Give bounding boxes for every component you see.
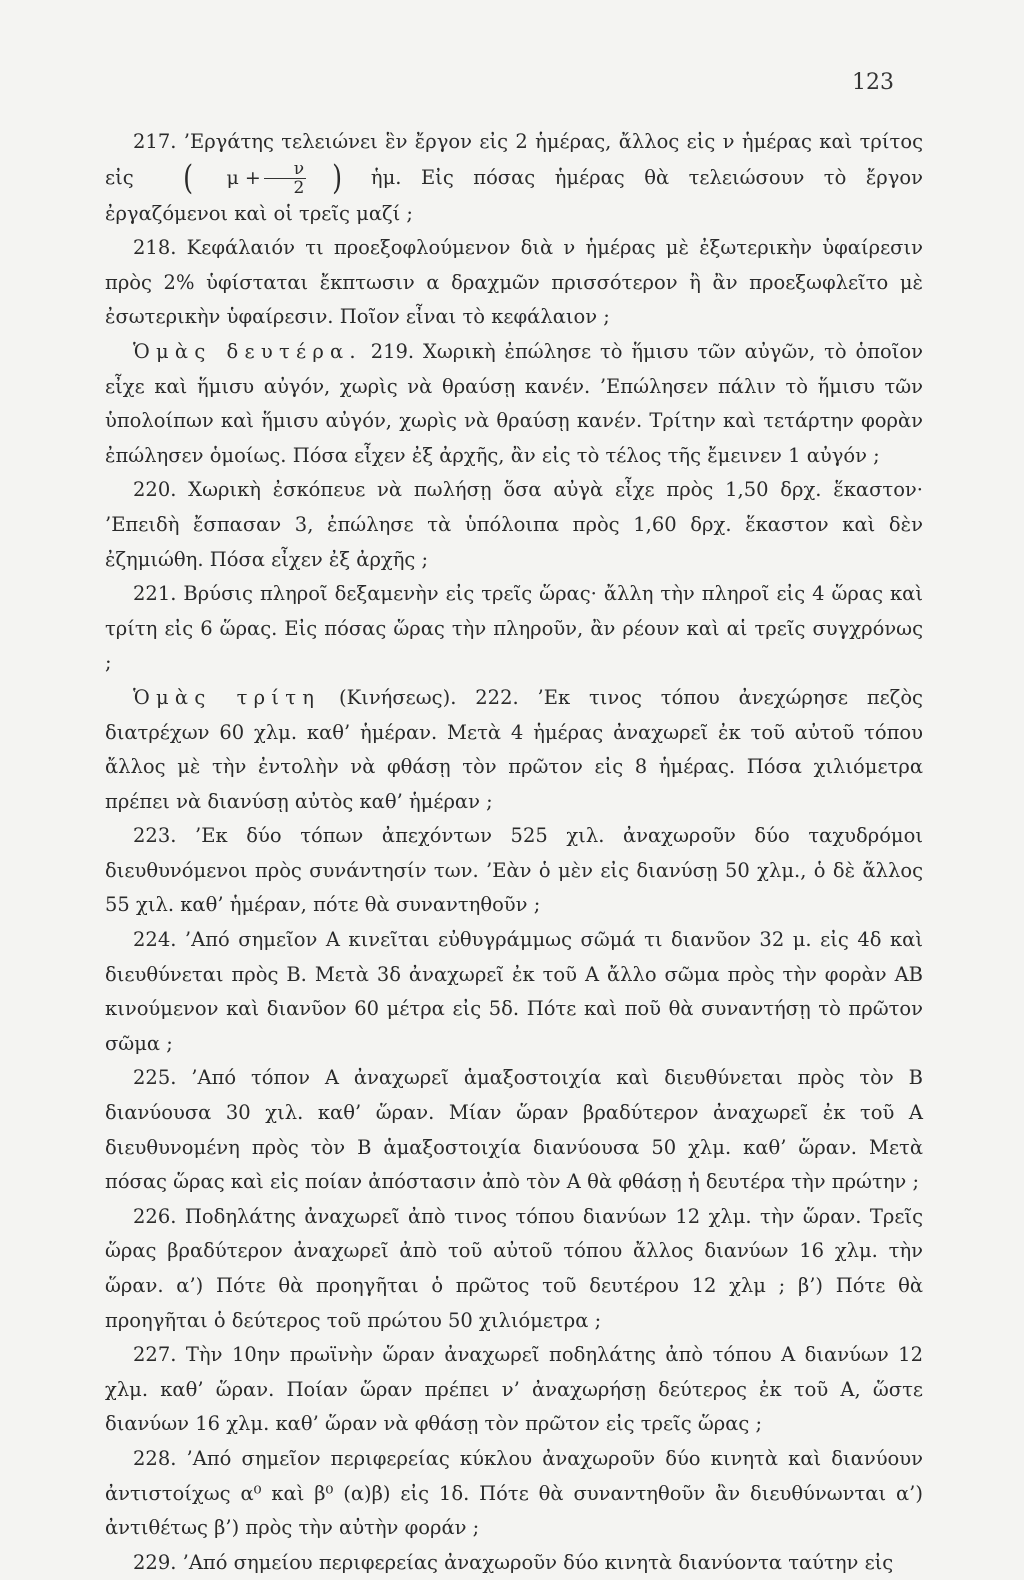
fraction-formula: ( μ + $\frac{\nu}{2}$ ) <box>183 158 343 199</box>
formula-denominator: 2 <box>293 177 305 198</box>
problem-219 <box>105 335 923 473</box>
problem-224 <box>105 923 923 1061</box>
problem-218 <box>105 231 923 335</box>
problem-text-continued: ἡμ. Εἰς πόσας ἡμέρας θὰ τελειώσουν τὸ ἔργον ἐργαζόμενοι καὶ οἱ τρεῖς μαζί ; <box>105 165 924 225</box>
problem-226 <box>105 1200 923 1338</box>
problem-text: 218. Κεφάλαιόν τι προεξοφλούμενον διὰ ν ἡμέρας μὲ ἐξωτερικὴν ὑφαίρεσιν πρὸς 2% ὑφίσταται ἔκπτωσιν α δραχμῶν πρισσότερον ἢ ἂν προεξωφλεῖτο μὲ ἐσωτερικὴν ὑφαίρεσιν. Ποῖον εἶναι τὸ κεφάλαιον ; <box>105 236 923 329</box>
formula-prefix: εἰς <box>105 165 134 189</box>
problem-221 <box>105 577 923 681</box>
problem-text: 226. Ποδηλάτης ἀναχωρεῖ ἀπὸ τινος τόπου διανύων 12 χλμ. τὴν ὥραν. Τρεῖς ὥρας βραδύτερον ἀναχωρεῖ ἀπὸ τοῦ αὐτοῦ τόπου ἄλλος διανύων 16 χλμ. τὴν ὥραν. α’) Πότε θὰ προηγῆται ὁ πρῶτος τοῦ δευτέρου 12 χλμ ; β’) Πότε θὰ προηγῆται ὁ δεύτερος τοῦ πρώτου 50 χιλιόμετρα ; <box>105 1204 923 1332</box>
problem-text: 225. ’Από τόπον Α ἀναχωρεῖ ἁμαξοστοιχία καὶ διευθύνεται πρὸς τὸν Β διανύουσα 30 χιλ. καθ’ ὥραν. Μίαν ὥραν βραδύτερον ἀναχωρεῖ ἐκ τοῦ Α διευθυνομένη πρὸς τὸν Β ἁμαξοστοιχία διανύουσα 50 χλμ. καθ’ ὥραν. Μετὰ πόσας ὥρας καὶ εἰς ποίαν ἀπόστασιν ἀπὸ τὸν Α θὰ φθάσῃ ἡ δευτέρα τὴν πρώτην ; <box>105 1066 923 1194</box>
problem-220 <box>105 473 923 577</box>
problem-222 <box>105 681 923 819</box>
page-number: 123 <box>852 70 894 95</box>
problem-227 <box>105 1338 923 1442</box>
problem-229 <box>105 1546 923 1580</box>
formula-numerator: ν <box>264 160 306 179</box>
problem-text: 227. Τὴν 10ην πρωϊνὴν ὥραν ἀναχωρεῖ ποδηλάτης ἀπὸ τόπου Α διανύων 12 χλμ. καθ’ ὥραν. Ποίαν ὥραν πρέπει ν’ ἀναχωρήσῃ δεύτερος ἐκ τοῦ Α, ὥστε διανύων 16 χλμ. καθ’ ὥραν νὰ φθάσῃ τὸν πρῶτον εἰς τρεῖς ὥρας ; <box>105 1343 923 1436</box>
problem-text: 228. ’Από σημεῖον περιφερείας κύκλου ἀναχωροῦν δύο κινητὰ καὶ διανύουν ἀντιστοίχως α⁰ καὶ β⁰ (α)β) εἰς 1δ. Πότε θὰ συναντηθοῦν ἂν διευθύνωνται α’) ἀντιθέτως β’) πρὸς τὴν αὐτὴν φοράν ; <box>105 1446 923 1540</box>
problem-text: 219. Χωρικὴ ἐπώλησε τὸ ἥμισυ τῶν αὐγῶν, τὸ ὁποῖον εἶχε καὶ ἥμισυ αὐγόν, χωρὶς νὰ θραύσῃ κανέν. ’Επώλησεν πάλιν τὸ ἥμισυ τῶν ὑπολοίπων καὶ ἥμισυ αὐγόν, χωρὶς νὰ θραύσῃ κανέν. Τρίτην καὶ τετάρτην φορὰν ἐπώλησεν ὁμοίως. Πόσα εἶχεν ἐξ ἀρχῆς, ἂν εἰς τὸ τέλος τῆς ἔμεινεν 1 αὐγόν ; <box>105 339 923 467</box>
problem-225 <box>105 1061 923 1199</box>
formula-main: μ + <box>226 166 261 189</box>
problem-text: (Κινήσεως). 222. ’Εκ τινος τόπου ἀνεχώρησε πεζὸς διατρέχων 60 χλμ. καθ’ ἡμέραν. Μετὰ 4 ἡμέρας ἀναχωρεῖ ἐκ τοῦ αὐτοῦ τόπου ἄλλος μὲ τὴν ἐντολὴν νὰ φθάσῃ τὸν πρῶτον εἰς 8 ἡμέρας. Πόσα χιλιόμετρα πρέπει νὰ διανύσῃ αὐτὸς καθ’ ἡμέραν ; <box>105 685 923 813</box>
problem-223 <box>105 819 923 923</box>
problem-text: 223. ’Εκ δύο τόπων ἀπεχόντων 525 χιλ. ἀναχωροῦν δύο ταχυδρόμοι διευθυνόμενοι πρὸς συνάντησίν των. ’Εὰν ὁ μὲν εἰς διανύσῃ 50 χλμ., ὁ δὲ ἄλλος 55 χιλ. καθ’ ἡμέραν, πότε θὰ συναντηθοῦν ; <box>105 824 923 917</box>
problem-text: 221. Βρύσις πληροῖ δεξαμενὴν εἰς τρεῖς ὥρας· ἄλλη τὴν πληροῖ εἰς 4 ὥρας καὶ τρίτη εἰς 6 ὥρας. Εἰς πόσας ὥρας τὴν πληροῦν, ἂν ρέουν καὶ αἱ τρεῖς συγχρόνως ; <box>105 582 923 675</box>
problem-228 <box>105 1442 923 1546</box>
problem-text: 229. ’Από σημείου περιφερείας ἀναχωροῦν δύο κινητὰ διανύοντα ταύτην εἰς <box>133 1550 894 1574</box>
problem-text: 224. ’Από σημεῖον Α κινεῖται εὐθυγράμμως σῶμά τι διανῦον 32 μ. εἰς 4δ καὶ διευθύνεται πρὸς Β. Μετὰ 3δ ἀναχωρεῖ ἐκ τοῦ Α ἄλλο σῶμα πρὸς τὴν φορὰν ΑΒ κινούμενον καὶ διανῦον 60 μέτρα εἰς 5δ. Πότε καὶ ποῦ θὰ συναντήσῃ τὸ πρῶτον σῶμα ; <box>105 928 923 1055</box>
page-body <box>105 125 923 1580</box>
group-heading: Ὁμὰς τρίτη <box>133 685 321 709</box>
group-heading: Ὁμὰς δευτέρα. <box>133 339 362 363</box>
problem-text: 220. Χωρικὴ ἐσκόπευε νὰ πωλήσῃ ὅσα αὐγὰ εἶχε πρὸς 1,50 δρχ. ἕκαστον· ’Επειδὴ ἔσπασαν 3, ἐπώλησε τὰ ὑπόλοιπα πρὸς 1,60 δρχ. ἕκαστον καὶ δὲν ἐζημιώθη. Πόσα εἶχεν ἐξ ἀρχῆς ; <box>105 478 923 571</box>
problem-217 <box>105 125 923 231</box>
problem-text: 217. ’Εργάτης τελειώνει ἓν ἔργον εἰς 2 ἡμέρας, ἄλλος εἰς ν ἡμέρας καὶ τρίτος <box>133 130 923 153</box>
